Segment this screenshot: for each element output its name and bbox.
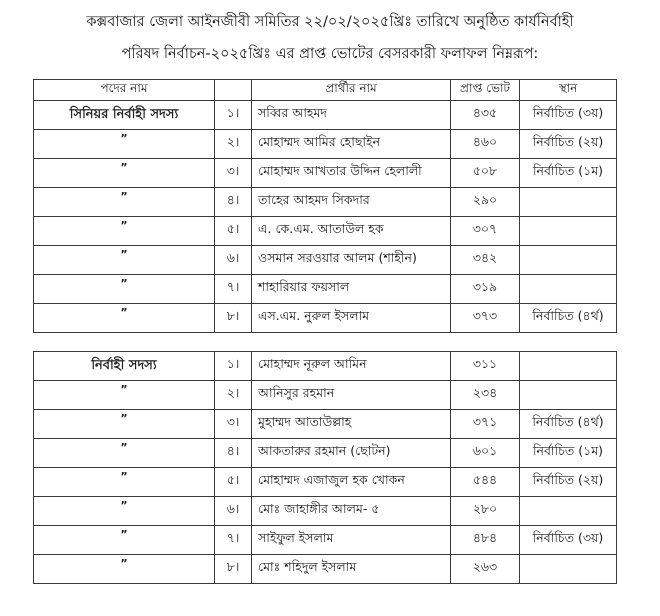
vote-count: ৪৮৪ bbox=[451, 526, 520, 555]
result-status bbox=[520, 352, 617, 381]
vote-count: ২৮০ bbox=[451, 497, 520, 526]
document-title-line-1: কক্সবাজার জেলা আইনজীবী সমিতির ২২/০২/২০২৫খ্রিঃ তারিখে অনুষ্ঠিত কার্যনির্বাহী bbox=[86, 14, 574, 30]
candidate-name: মোহাম্মদ আখতার উদ্দিন হেলালী bbox=[252, 159, 451, 188]
candidate-name: মোঃ জাহাঙ্গীর আলম- ৫ bbox=[252, 497, 451, 526]
vote-count: ৩৭৩ bbox=[451, 304, 520, 333]
table-row bbox=[34, 526, 617, 555]
serial-number: ২। bbox=[215, 381, 252, 410]
serial-number: ৭। bbox=[215, 275, 252, 304]
result-status: নির্বাচিত (২য়) bbox=[520, 468, 617, 497]
post-ditto-mark bbox=[34, 159, 215, 188]
document-title-line-2: পরিষদ নির্বাচন-২০২৫খ্রিঃ এর প্রাপ্ত ভোটের বেসরকারী ফলাফল নিম্নরূপ: bbox=[121, 46, 539, 62]
serial-number: ৭। bbox=[215, 526, 252, 555]
result-status: নির্বাচিত (১ম) bbox=[520, 159, 617, 188]
vote-count: ৬০১ bbox=[451, 439, 520, 468]
table-row bbox=[34, 130, 617, 159]
post-ditto-mark bbox=[34, 468, 215, 497]
table-header-row bbox=[34, 80, 617, 101]
serial-number: ১। bbox=[215, 352, 252, 381]
candidate-name: সাইফুল ইসলাম bbox=[252, 526, 451, 555]
result-status: নির্বাচিত (১ম) bbox=[520, 439, 617, 468]
senior-executive-member-results-table bbox=[33, 79, 617, 333]
post-ditto-mark bbox=[34, 526, 215, 555]
serial-number: ৬। bbox=[215, 246, 252, 275]
vote-count: ২৩৪ bbox=[451, 381, 520, 410]
table-row bbox=[34, 101, 617, 130]
serial-number: ৮। bbox=[215, 304, 252, 333]
ditto-mark: ” bbox=[120, 161, 128, 174]
ditto-mark: ” bbox=[120, 499, 128, 512]
post-ditto-mark bbox=[34, 246, 215, 275]
ditto-mark: ” bbox=[120, 190, 128, 203]
table-row bbox=[34, 159, 617, 188]
vote-count: ২৯০ bbox=[451, 188, 520, 217]
serial-number: ৬। bbox=[215, 497, 252, 526]
vote-count: ৩১৯ bbox=[451, 275, 520, 304]
ditto-mark: ” bbox=[120, 470, 128, 483]
vote-count: ৩০৭ bbox=[451, 217, 520, 246]
post-ditto-mark bbox=[34, 304, 215, 333]
candidate-name: মোহাম্মদ এজাজুল হক খোকন bbox=[252, 468, 451, 497]
candidate-name: মুহাম্মদ আতাউল্লাহ bbox=[252, 410, 451, 439]
vote-count: ৫৪৪ bbox=[451, 468, 520, 497]
ditto-mark: ” bbox=[120, 219, 128, 232]
header-post: পদের নাম bbox=[34, 80, 215, 101]
table-row bbox=[34, 217, 617, 246]
table-row bbox=[34, 352, 617, 381]
table-row bbox=[34, 468, 617, 497]
result-status: নির্বাচিত (৩য়) bbox=[520, 526, 617, 555]
header-votes: প্রাপ্ত ভোট bbox=[451, 80, 520, 101]
header-candidate-name: প্রার্থীর নাম bbox=[252, 80, 451, 101]
ditto-mark: ” bbox=[120, 557, 128, 570]
candidate-name: তাহের আহমদ সিকদার bbox=[252, 188, 451, 217]
serial-number: ১। bbox=[215, 101, 252, 130]
post-ditto-mark bbox=[34, 410, 215, 439]
post-ditto-mark bbox=[34, 217, 215, 246]
ditto-mark: ” bbox=[120, 248, 128, 261]
executive-member-results-table bbox=[33, 351, 617, 584]
candidate-name: এস.এম. নুরুল ইসলাম bbox=[252, 304, 451, 333]
serial-number: ৫। bbox=[215, 217, 252, 246]
table-row bbox=[34, 188, 617, 217]
result-status bbox=[520, 555, 617, 584]
post-ditto-mark bbox=[34, 555, 215, 584]
result-status bbox=[520, 217, 617, 246]
vote-count: ৩৪২ bbox=[451, 246, 520, 275]
candidate-name: ওসমান সরওয়ার আলম (শাহীন) bbox=[252, 246, 451, 275]
candidate-name: আকতারুর রহমান (ছোটন) bbox=[252, 439, 451, 468]
post-ditto-mark bbox=[34, 275, 215, 304]
result-status: নির্বাচিত (৩য়) bbox=[520, 101, 617, 130]
candidate-name: এ. কে.এম. আতাউল হক bbox=[252, 217, 451, 246]
header-status: স্থান bbox=[520, 80, 617, 101]
table-row bbox=[34, 555, 617, 584]
serial-number: ৩। bbox=[215, 159, 252, 188]
result-status bbox=[520, 275, 617, 304]
serial-number: ৫। bbox=[215, 468, 252, 497]
ditto-mark: ” bbox=[120, 528, 128, 541]
ditto-mark: ” bbox=[120, 306, 128, 319]
candidate-name: আনিসুর রহমান bbox=[252, 381, 451, 410]
vote-count: ৪৬০ bbox=[451, 130, 520, 159]
post-name: সিনিয়র নির্বাহী সদস্য bbox=[34, 101, 215, 130]
result-status: নির্বাচিত (৪র্থ) bbox=[520, 304, 617, 333]
ditto-mark: ” bbox=[120, 441, 128, 454]
table-row bbox=[34, 246, 617, 275]
result-status bbox=[520, 246, 617, 275]
candidate-name: মোঃ শহিদুল ইসলাম bbox=[252, 555, 451, 584]
serial-number: ৩। bbox=[215, 410, 252, 439]
serial-number: ৪। bbox=[215, 439, 252, 468]
vote-count: ৫০৮ bbox=[451, 159, 520, 188]
table-row bbox=[34, 304, 617, 333]
vote-count: ৩১১ bbox=[451, 352, 520, 381]
table-row bbox=[34, 439, 617, 468]
vote-count: ৪৩৫ bbox=[451, 101, 520, 130]
ditto-mark: ” bbox=[120, 383, 128, 396]
candidate-name: মোহাম্মদ আমির হোছাইন bbox=[252, 130, 451, 159]
post-ditto-mark bbox=[34, 130, 215, 159]
serial-number: ৪। bbox=[215, 188, 252, 217]
post-ditto-mark bbox=[34, 188, 215, 217]
candidate-name: মোহাম্মদ নূরুল আমিন bbox=[252, 352, 451, 381]
result-status bbox=[520, 188, 617, 217]
candidate-name: সব্বির আহমদ bbox=[252, 101, 451, 130]
ditto-mark: ” bbox=[120, 277, 128, 290]
serial-number: ৮। bbox=[215, 555, 252, 584]
result-status bbox=[520, 497, 617, 526]
result-status: নির্বাচিত (৪র্থ) bbox=[520, 410, 617, 439]
post-ditto-mark bbox=[34, 381, 215, 410]
post-name: নির্বাহী সদস্য bbox=[34, 352, 215, 381]
serial-number: ২। bbox=[215, 130, 252, 159]
result-status: নির্বাচিত (২য়) bbox=[520, 130, 617, 159]
post-ditto-mark bbox=[34, 439, 215, 468]
result-status bbox=[520, 381, 617, 410]
ditto-mark: ” bbox=[120, 412, 128, 425]
post-ditto-mark bbox=[34, 497, 215, 526]
table-row bbox=[34, 497, 617, 526]
ditto-mark: ” bbox=[120, 132, 128, 145]
header-serial bbox=[215, 80, 252, 101]
table-row bbox=[34, 275, 617, 304]
table-row bbox=[34, 381, 617, 410]
vote-count: ২৬৩ bbox=[451, 555, 520, 584]
candidate-name: শাহারিয়ার ফয়সাল bbox=[252, 275, 451, 304]
table-row bbox=[34, 410, 617, 439]
vote-count: ৩৭১ bbox=[451, 410, 520, 439]
